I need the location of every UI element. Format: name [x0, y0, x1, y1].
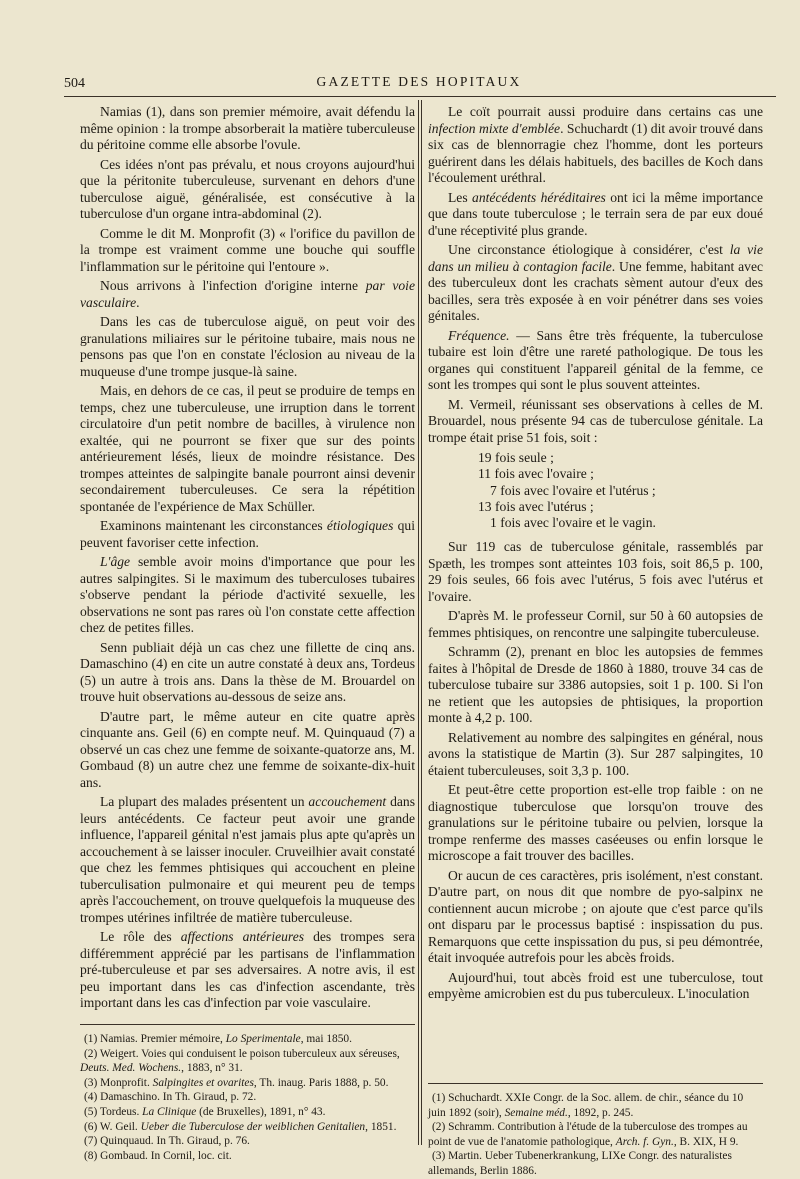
- paragraph: Nous arrivons à l'infection d'origine interne par voie vasculaire.: [80, 278, 415, 310]
- footnote: (2) Schramm. Contribution à l'étude de la tuberculose des trompes au point de vue de l'anatomie pathologique, Arch. f. Gyn., B. XIX, H 9.: [428, 1121, 748, 1148]
- paragraph: Fréquence. — Sans être très fréquente, la tuberculose tubaire est loin d'être une rareté pathologique. De tous les organes qui constituent l'appareil génital de la femme, ce sont les trompes qui sont le plus souvent atteintes.: [428, 327, 763, 392]
- footnote: (1) Namias. Premier mémoire, Lo Sperimentale, mai 1850.: [84, 1033, 352, 1045]
- running-head: GAZETTE DES HOPITAUX: [316, 74, 522, 89]
- paragraph: M. Vermeil, réunissant ses observations à celles de M. Brouardel, nous présente 94 cas de tuberculose génitale. La trompe était prise 51 fois, soit :: [428, 396, 763, 445]
- footnote: (1) Schuchardt. XXIe Congr. de la Soc. allem. de chir., séance du 10 juin 1892 (soir), Semaine méd., 1892, p. 245.: [428, 1092, 744, 1119]
- column-divider: [418, 100, 419, 1145]
- footnote: (3) Martin. Ueber Tubenerkrankung, LIXe Congr. des naturalistes allemands, Berlin 1886.: [428, 1150, 732, 1177]
- page-header: [62, 70, 776, 92]
- paragraph: Senn publiait déjà un cas chez une fillette de cinq ans. Damaschino (4) en cite un autre constaté à deux ans, Tordeus (5) un autre à trois ans. Dans la thèse de M. Brouardel on trouve huit observations au-dessous de seize ans.: [80, 639, 415, 704]
- paragraph: Une circonstance étiologique à considérer, c'est la vie dans un milieu à contagion facile. Une femme, habitant avec des tuberculeux dont les crachats sèment autour d'eux des bacilles, sera très exposée à en voir pénétrer dans ses voies génitales.: [428, 242, 764, 323]
- list-item: 19 fois seule ;: [478, 450, 554, 465]
- paragraph: Mais, en dehors de ce cas, il peut se produire de temps en temps, chez une tuberculeuse, une irruption dans le torrent circulatoire d'un petit nombre de bacilles, à virulence non exaltée, qui ne pourront se fixer que sur des points antérieurement lésés, lieux de moindre résistance. Des trompes atteintes de salpingite banale pourront ainsi devenir secondairement tuberculeuses. Ce sera la répétition spontanée de l'expérience de Max Schüller.: [80, 383, 415, 514]
- paragraph: La plupart des malades présentent un accouchement dans leurs antécédents. Ce facteur peut avoir une grande influence, l'appareil génital n'est jamais plus apte qu'après un accouchement à se laisser inoculer. Cruveilhier avait constaté que chez les femmes phtisiques qui accouchent en pleine tuberculisation pulmonaire et qui meurent peu de temps après l'accouchement, on trouve quelquefois la muqueuse des trompes utérines infiltrée de matière tuberculeuse.: [80, 794, 415, 925]
- paragraph: Namias (1), dans son premier mémoire, avait défendu la même opinion : la trompe absorberait la matière tuberculeuse du péritoine comme elle absorbe l'ovule.: [80, 104, 415, 152]
- paragraph: Relativement au nombre des salpingites en général, nous avons la statistique de Martin (3). Sur 287 salpingites, 10 étaient tuberculeuses, soit 3,3 p. 100.: [428, 729, 763, 778]
- list-item: 7 fois avec l'ovaire et l'utérus ;: [490, 482, 656, 498]
- footnote: (3) Monprofit. Salpingites et ovarites, Th. inaug. Paris 1888, p. 50.: [84, 1076, 389, 1089]
- paragraph: L'âge semble avoir moins d'importance que pour les autres salpingites. Si le maximum des tuberculoses tubaires s'observe pendant la période d'activité sexuelle, les observations ne sont pas rares où l'on constate cette affection chez de petites filles.: [80, 554, 415, 635]
- footnote: (7) Quinquaud. In Th. Giraud, p. 76.: [84, 1135, 250, 1148]
- list-item: 1 fois avec l'ovaire et le vagin.: [490, 515, 656, 531]
- left-footnotes: [80, 1024, 415, 1163]
- right-column-top: [428, 104, 763, 446]
- paragraph: Schramm (2), prenant en bloc les autopsies de femmes faites à l'hôpital de Dresde de 1860 à 1880, trouve 34 cas de tuberculose tubaire sur 3386 autopsies, soit 1 p. 100. Si l'on ne retient que les autopsies de phtisiques, la proportion monte à 4,2 p. 100.: [428, 644, 763, 726]
- right-footnotes: [428, 1083, 763, 1179]
- paragraph: Dans les cas de tuberculose aiguë, on peut voir des granulations miliaires sur le péritoine tubaire, mais nous ne pensons pas que l'on en constate l'éclosion au niveau de la muqueuse d'une trompe jusque-là saine.: [80, 314, 415, 379]
- list-item: 11 fois avec l'ovaire ;: [478, 466, 594, 482]
- footnote: (6) W. Geil. Ueber die Tuberculose der weiblichen Genitalien, 1851.: [84, 1120, 397, 1133]
- left-column: [80, 104, 415, 1015]
- right-column-bottom: [428, 539, 763, 1003]
- paragraph: Ces idées n'ont pas prévalu, et nous croyons aujourd'hui que la péritonite tuberculeuse, survenant en dehors d'une tuberculose aiguë, généralisée, est consécutive à la tuberculose d'un organe intra-abdominal (2).: [80, 156, 415, 221]
- paragraph: D'autre part, le même auteur en cite quatre après cinquante ans. Geil (6) en compte neuf. M. Quinquaud (7) a observé un cas chez une femme de soixante-quatorze ans, M. Gombaud (8) un autre chez une femme de soixante-dix-huit ans.: [80, 708, 415, 790]
- paragraph: Or aucun de ces caractères, pris isolément, n'est constant. D'autre part, on nous dit que nombre de pyo-salpinx ne contiennent aucun microbe ; on ajoute que c'est parce qu'ils ont disparu par le processus baptisé : inspissation du pus. Remarquons que cette inspissation du pus, si peu démontrée, était invoquée autrefois pour les abcès froids.: [428, 867, 763, 966]
- paragraph: Et peut-être cette proportion est-elle trop faible : on ne diagnostique tuberculose que lorsqu'on trouve des granulations sur le péritoine tubaire ou pelvien, lorsque la trompe renferme des masses caséeuses ou enfin lorsque le microscope a fait trouver des bacilles.: [428, 782, 763, 864]
- header-rule: [64, 96, 776, 97]
- footnote: (8) Gombaud. In Cornil, loc. cit.: [84, 1149, 232, 1162]
- paragraph: Comme le dit M. Monprofit (3) « l'orifice du pavillon de la trompe est vraiment comme une bouche qui souffle l'inflammation sur le péritoine qui l'entoure ».: [80, 225, 415, 274]
- footnote: (4) Damaschino. In Th. Giraud, p. 72.: [84, 1091, 257, 1104]
- right-column: [428, 104, 763, 1006]
- paragraph: Sur 119 cas de tuberculose génitale, rassemblés par Spæth, les trompes sont atteintes 103 fois, soit 86,5 p. 100, 29 fois seules, 66 fois avec l'utérus, 5 fois avec l'utérus et l'ovaire.: [428, 539, 763, 604]
- paragraph: Les antécédents héréditaires ont ici la même importance que dans toute tuberculose ; le terrain sera de par eux doué d'une réceptivité plus grande.: [428, 189, 763, 238]
- page-number: 504: [64, 76, 85, 91]
- paragraph: D'après M. le professeur Cornil, sur 50 à 60 autopsies de femmes phtisiques, on rencontre une salpingite tuberculeuse.: [428, 608, 763, 640]
- list-item: 13 fois avec l'utérus ;: [478, 498, 594, 514]
- autopsy-list: [428, 450, 763, 531]
- paragraph: Le coït pourrait aussi produire dans certains cas une infection mixte d'emblée. Schuchardt (1) dit avoir trouvé dans six cas de blennorragie chez l'homme, dont les porteurs guérirent dans les délais habituels, des bacilles de Koch dans l'écoulement uréthral.: [428, 104, 764, 185]
- footnote: (2) Weigert. Voies qui conduisent le poison tuberculeux aux séreuses, Deuts. Med. Wochens., 1883, n° 31.: [80, 1047, 400, 1075]
- footnote: (5) Tordeus. La Clinique (de Bruxelles), 1891, n° 43.: [84, 1105, 326, 1118]
- paragraph: Le rôle des affections antérieures des trompes sera différemment apprécié par les partisans de l'inflammation pré-tuberculeuse et par ses adversaires. A notre avis, il est peu important dans les cas d'infection ascendante, très important dans les cas d'infection par voie vasculaire.: [80, 929, 415, 1010]
- column-divider-inner: [421, 100, 422, 1145]
- paragraph: Examinons maintenant les circonstances étiologiques qui peuvent favoriser cette infection.: [80, 518, 415, 550]
- paragraph: Aujourd'hui, tout abcès froid est une tuberculose, tout empyème amicrobien est du pus tuberculeux. L'inoculation: [428, 969, 763, 1002]
